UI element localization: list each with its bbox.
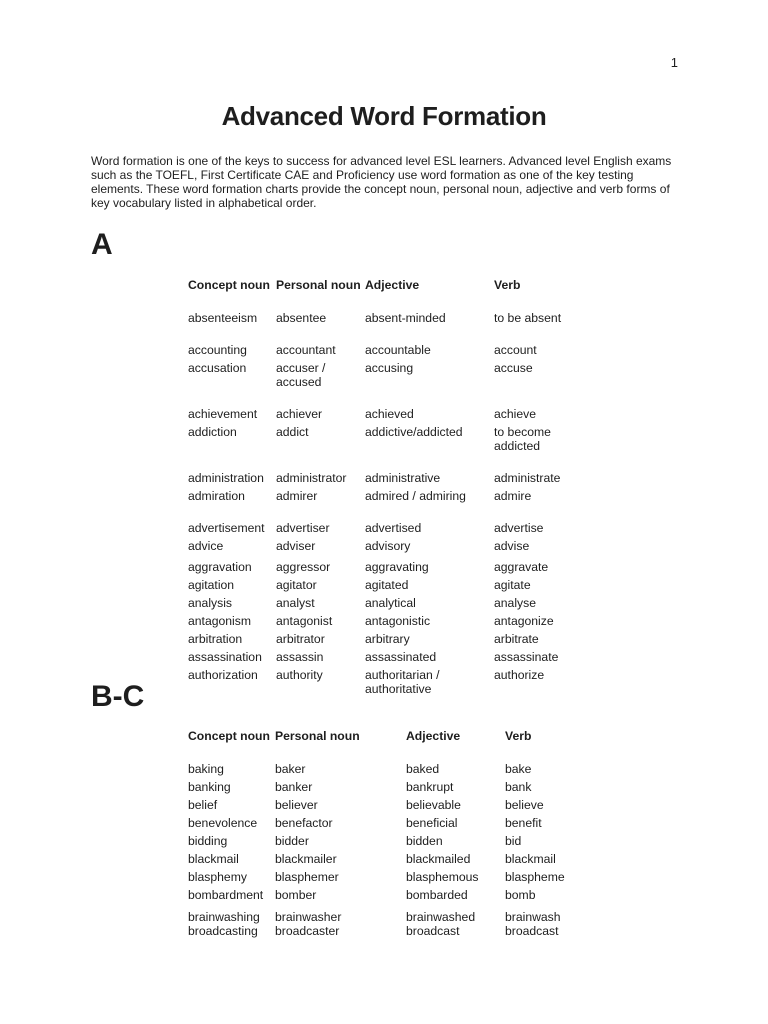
table-cell: analytical <box>365 596 416 610</box>
table-cell: broadcast <box>406 924 460 938</box>
table-cell: benefit <box>505 816 542 830</box>
column-header: Verb <box>494 278 521 292</box>
section-heading-a: A <box>91 228 113 261</box>
table-cell: accuse <box>494 361 533 375</box>
table-cell: baking <box>188 762 224 776</box>
table-cell: beneficial <box>406 816 458 830</box>
table-row <box>188 780 595 794</box>
table-cell: baker <box>275 762 306 776</box>
column-header: Adjective <box>406 729 461 743</box>
table-cell: aggravating <box>365 560 429 574</box>
column-header: Personal noun <box>275 729 360 743</box>
table-cell: blasphemy <box>188 870 247 884</box>
table-cell: to become addicted <box>494 425 551 453</box>
table-cell: administrator <box>276 471 347 485</box>
table-cell: agitator <box>276 578 317 592</box>
table-row <box>188 816 595 830</box>
table-cell: absenteeism <box>188 311 258 325</box>
column-header: Verb <box>505 729 532 743</box>
table-cell: authority <box>276 668 323 682</box>
table-cell: authoritarian / authoritative <box>365 668 440 696</box>
word-table-a <box>188 278 584 700</box>
table-cell: aggravation <box>188 560 252 574</box>
table-cell: assassination <box>188 650 262 664</box>
table-row <box>188 578 584 592</box>
table-cell: blackmail <box>505 852 556 866</box>
table-row <box>188 311 584 325</box>
table-cell: aggressor <box>276 560 331 574</box>
table-cell: administration <box>188 471 264 485</box>
table-cell: addiction <box>188 425 237 439</box>
table-row <box>188 924 595 938</box>
table-header <box>188 278 584 306</box>
table-cell: arbitration <box>188 632 243 646</box>
table-cell: authorization <box>188 668 258 682</box>
table-row <box>188 632 584 646</box>
column-header: Adjective <box>365 278 420 292</box>
table-cell: broadcaster <box>275 924 340 938</box>
table-cell: aggravate <box>494 560 549 574</box>
table-cell: advise <box>494 539 530 553</box>
table-row <box>188 361 584 389</box>
table-cell: addictive/addicted <box>365 425 463 439</box>
table-row <box>188 650 584 664</box>
table-cell: blasphemer <box>275 870 339 884</box>
table-cell: bidding <box>188 834 228 848</box>
table-row <box>188 596 584 610</box>
table-row <box>188 489 584 503</box>
table-row <box>188 852 595 866</box>
table-row <box>188 539 584 553</box>
table-cell: brainwashing <box>188 910 260 924</box>
table-cell: blackmail <box>188 852 239 866</box>
table-cell: accounting <box>188 343 247 357</box>
table-cell: achieved <box>365 407 414 421</box>
table-cell: absent-minded <box>365 311 446 325</box>
table-cell: bombarded <box>406 888 468 902</box>
table-cell: blasphemous <box>406 870 479 884</box>
table-cell: banking <box>188 780 231 794</box>
table-row <box>188 910 595 924</box>
table-row <box>188 471 584 485</box>
table-cell: achievement <box>188 407 258 421</box>
table-cell: baked <box>406 762 440 776</box>
word-table-b-c <box>188 729 595 942</box>
table-cell: advisory <box>365 539 411 553</box>
table-cell: blackmailer <box>275 852 337 866</box>
table-cell: bombardment <box>188 888 264 902</box>
table-row <box>188 870 595 884</box>
table-cell: bidder <box>275 834 309 848</box>
table-cell: believable <box>406 798 461 812</box>
table-cell: bankrupt <box>406 780 454 794</box>
table-cell: benefactor <box>275 816 333 830</box>
table-cell: assassin <box>276 650 324 664</box>
table-cell: broadcasting <box>188 924 258 938</box>
table-cell: blaspheme <box>505 870 565 884</box>
table-cell: agitate <box>494 578 531 592</box>
table-cell: bid <box>505 834 522 848</box>
table-row <box>188 407 584 421</box>
table-cell: administrative <box>365 471 441 485</box>
table-cell: agitated <box>365 578 409 592</box>
table-cell: broadcast <box>505 924 559 938</box>
table-cell: account <box>494 343 537 357</box>
table-row <box>188 888 595 902</box>
table-cell: believer <box>275 798 318 812</box>
intro-paragraph: Word formation is one of the keys to success for advanced level ESL learners. Advanced level English exams such as the TOEFL, First Certificate CAE and Proficiency use word formation as one of the key testing elements. These word formation charts provide the concept noun, personal noun, adjective and verb forms of key vocabulary listed in alphabetical order. <box>91 154 672 210</box>
table-cell: advice <box>188 539 224 553</box>
table-cell: analyse <box>494 596 537 610</box>
table-cell: bake <box>505 762 532 776</box>
column-header: Concept noun <box>188 729 270 743</box>
table-cell: advertise <box>494 521 544 535</box>
table-cell: bomber <box>275 888 317 902</box>
table-cell: absentee <box>276 311 327 325</box>
table-cell: banker <box>275 780 313 794</box>
table-cell: arbitrator <box>276 632 325 646</box>
table-cell: achieve <box>494 407 537 421</box>
table-cell: adviser <box>276 539 316 553</box>
table-cell: brainwash <box>505 910 561 924</box>
table-row <box>188 425 584 453</box>
table-cell: assassinated <box>365 650 437 664</box>
table-cell: to be absent <box>494 311 562 325</box>
page-title: Advanced Word Formation <box>221 101 547 131</box>
table-cell: admired / admiring <box>365 489 466 503</box>
table-cell: accuser / accused <box>276 361 326 389</box>
table-cell: accountant <box>276 343 336 357</box>
table-row <box>188 668 584 696</box>
table-header <box>188 729 595 757</box>
table-cell: advertiser <box>276 521 330 535</box>
table-cell: arbitrate <box>494 632 539 646</box>
column-header: Personal noun <box>276 278 361 292</box>
table-row <box>188 560 584 574</box>
table-cell: brainwashed <box>406 910 476 924</box>
table-cell: addict <box>276 425 309 439</box>
table-cell: bank <box>505 780 532 794</box>
table-cell: arbitrary <box>365 632 410 646</box>
table-row <box>188 614 584 628</box>
table-cell: bomb <box>505 888 536 902</box>
table-cell: benevolence <box>188 816 258 830</box>
table-cell: antagonistic <box>365 614 431 628</box>
table-cell: admire <box>494 489 532 503</box>
table-row <box>188 343 584 357</box>
table-cell: admiration <box>188 489 245 503</box>
table-cell: blackmailed <box>406 852 471 866</box>
table-row <box>188 762 595 776</box>
table-cell: admirer <box>276 489 318 503</box>
table-row <box>188 521 584 535</box>
table-cell: agitation <box>188 578 235 592</box>
table-cell: achiever <box>276 407 323 421</box>
table-cell: advertised <box>365 521 422 535</box>
table-cell: antagonize <box>494 614 554 628</box>
table-cell: bidden <box>406 834 443 848</box>
column-header: Concept noun <box>188 278 270 292</box>
page-number: 1 <box>670 55 678 70</box>
table-cell: antagonism <box>188 614 252 628</box>
table-cell: antagonist <box>276 614 333 628</box>
table-cell: believe <box>505 798 544 812</box>
section-heading-b-c: B-C <box>91 680 145 713</box>
table-cell: administrate <box>494 471 561 485</box>
table-cell: belief <box>188 798 218 812</box>
table-cell: accusation <box>188 361 247 375</box>
table-cell: authorize <box>494 668 545 682</box>
table-cell: analysis <box>188 596 233 610</box>
table-cell: analyst <box>276 596 315 610</box>
table-cell: advertisement <box>188 521 265 535</box>
table-row <box>188 834 595 848</box>
table-cell: assassinate <box>494 650 559 664</box>
table-cell: accusing <box>365 361 414 375</box>
table-row <box>188 798 595 812</box>
table-cell: accountable <box>365 343 431 357</box>
table-cell: brainwasher <box>275 910 342 924</box>
